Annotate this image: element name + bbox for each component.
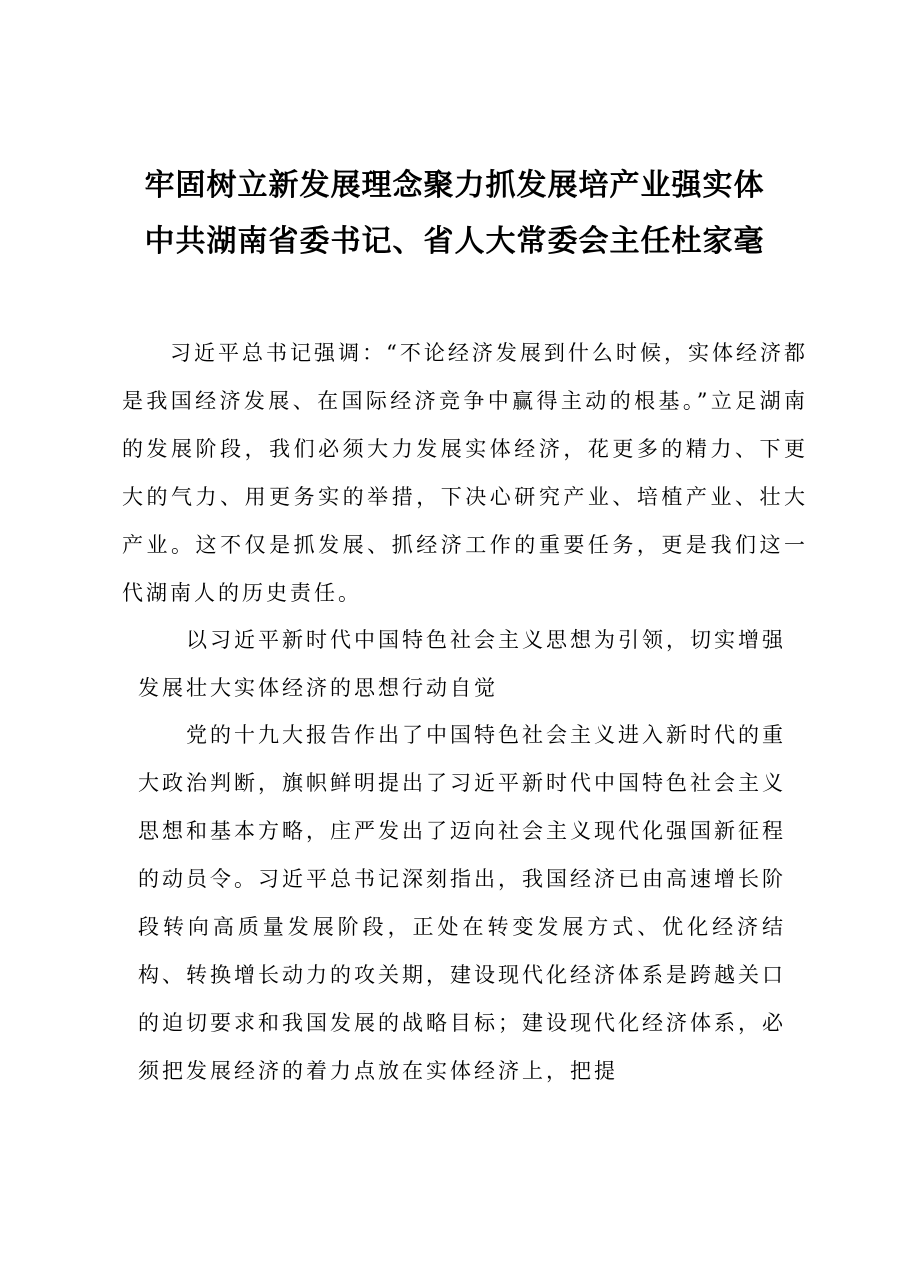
- document-subtitle: 中共湖南省委书记、省人大常委会主任杜家毫: [144, 224, 765, 259]
- document-title: 牢固树立新发展理念聚力抓发展培产业强实体: [144, 168, 765, 203]
- body-paragraph-intro: 习近平总书记强调：“不论经济发展到什么时候，实体经济都是我国经济发展、在国际经济竞争中赢得主动的根基。”立足湖南的发展阶段，我们必须大力发展实体经济，花更多的精力、下更大的气力、用更务实的举措，下决心研究产业、培植产业、壮大产业。这不仅是抓发展、抓经济工作的重要任务，更是我们这一代湖南人的历史责任。: [122, 341, 808, 605]
- body-paragraph-section: 党的十九大报告作出了中国特色社会主义进入新时代的重大政治判断，旗帜鲜明提出了习近平新时代中国特色社会主义思想和基本方略，庄严发出了迈向社会主义现代化强国新征程的动员令。习近平总书记深刻指出，我国经济已由高速增长阶段转向高质量发展阶段，正处在转变发展方式、优化经济结构、转换增长动力的攻关期，建设现代化经济体系是跨越关口的迫切要求和我国发展的战略目标；建设现代化经济体系，必须把发展经济的着力点放在实体经济上，把提: [138, 723, 786, 1083]
- section-heading: 以习近平新时代中国特色社会主义思想为引领，切实增强发展壮大实体经济的思想行动自觉: [138, 628, 786, 700]
